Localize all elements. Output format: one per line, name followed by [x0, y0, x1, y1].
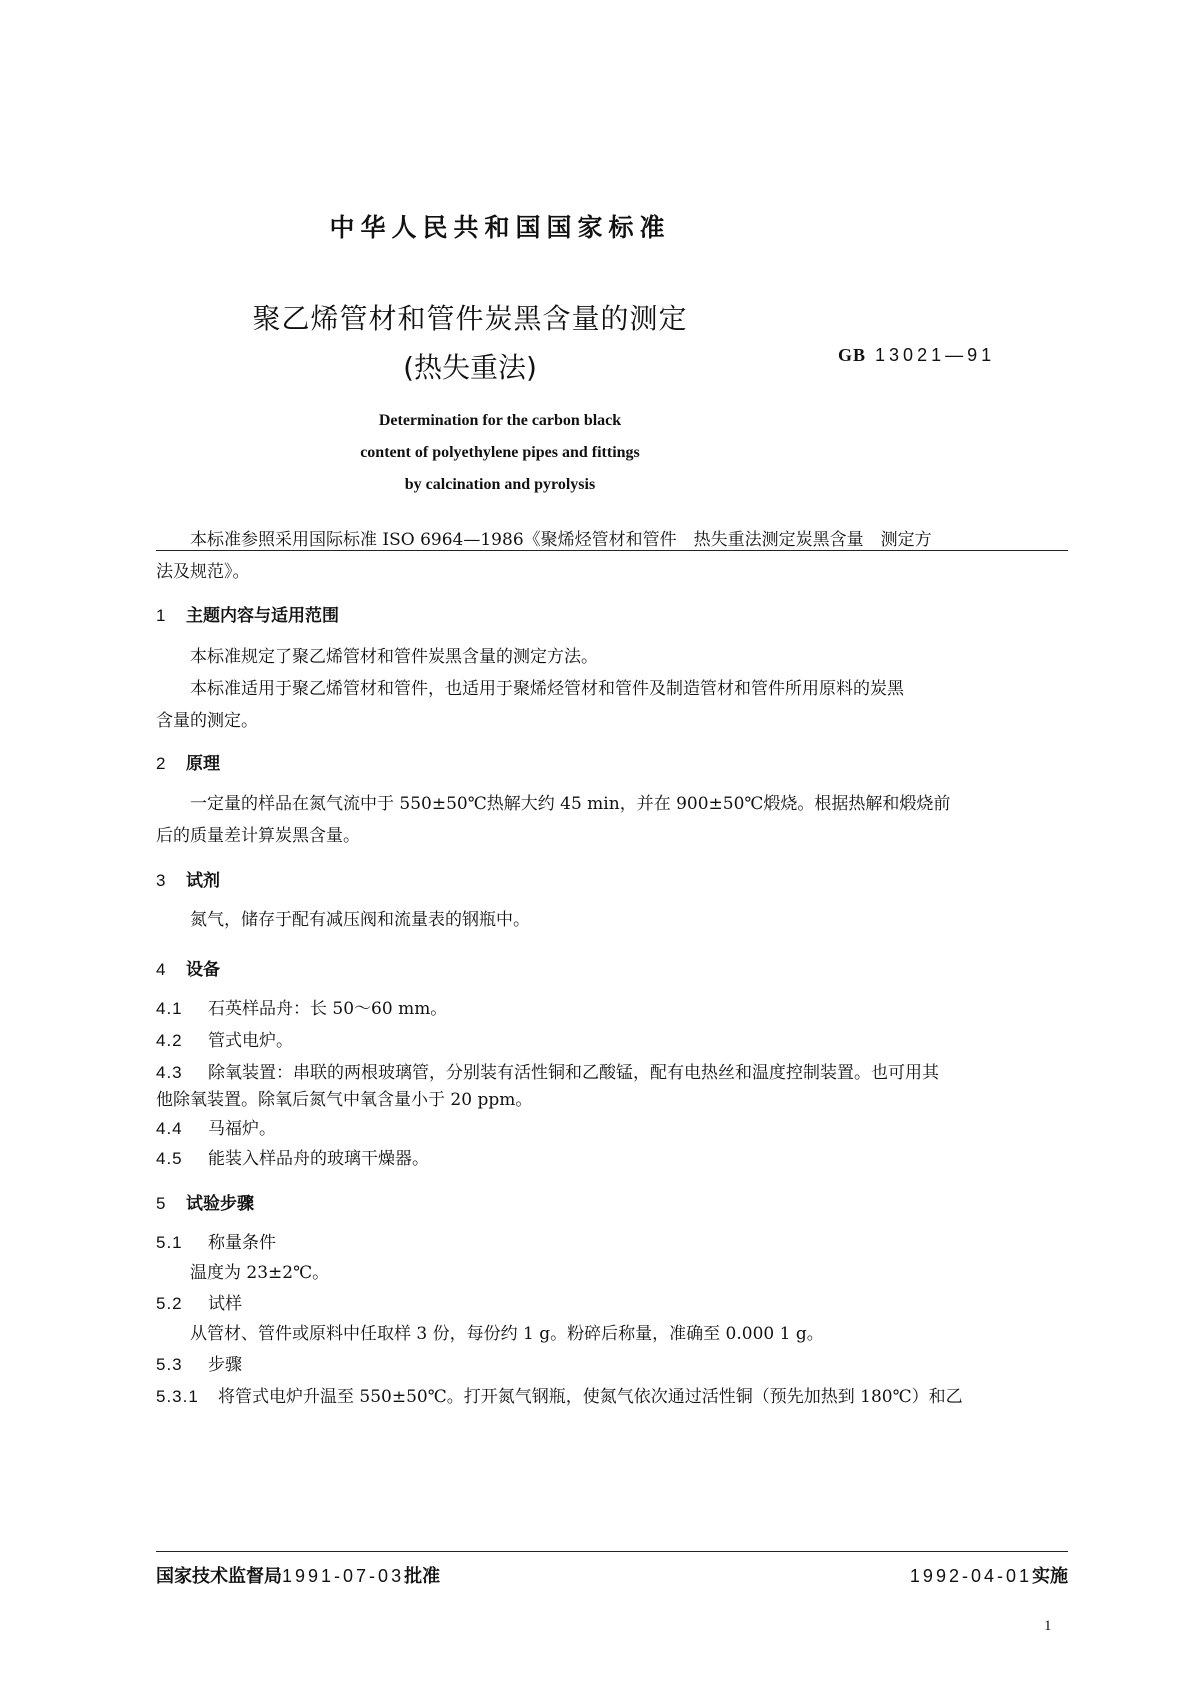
subsection-5-1: [156, 1227, 1068, 1259]
approval-suffix: 批准: [404, 1566, 441, 1587]
paragraph: 本标准规定了聚乙烯管材和管件炭黑含量的测定方法。: [190, 647, 598, 667]
equipment-item: [156, 1025, 1068, 1057]
item-text: 管式电炉。: [208, 1031, 293, 1051]
bottom-divider: [156, 1551, 1068, 1552]
section-title: 主题内容与适用范围: [186, 606, 339, 626]
foreword-line: 本标准参照采用国际标准 ISO 6964—1986《聚烯烃管材和管件 热失重法测定炭黑含量 测定方: [190, 530, 932, 550]
paragraph-line: 含量的测定。: [156, 711, 258, 731]
document-subtitle: (热失重法): [403, 351, 537, 384]
section-2-body: [156, 788, 1068, 852]
item-number: 4.2: [156, 1031, 183, 1050]
section-3-heading: [156, 866, 220, 891]
item-text: 除氧装置：串联的两根玻璃管，分别装有活性铜和乙酸锰，配有电热丝和温度控制装置。也可用其: [208, 1063, 939, 1083]
item-text: 将管式电炉升温至 550±50℃。打开氮气钢瓶，使氮气依次通过活性铜（预先加热到 180℃）和乙: [218, 1387, 963, 1407]
subsection-5-3-1: [156, 1381, 1068, 1413]
item-text: 他除氧装置。除氧后氮气中氧含量小于 20 ppm。: [156, 1090, 533, 1110]
item-text: 称量条件: [208, 1233, 276, 1253]
section-2-heading: [156, 749, 220, 774]
standard-code: 13021—91: [875, 345, 996, 365]
english-title-line: content of polyethylene pipes and fittings: [360, 444, 640, 461]
standard-prefix: GB: [838, 345, 867, 365]
subsection-5-3: [156, 1349, 1068, 1381]
section-4-heading: [156, 955, 220, 980]
paragraph-line: 本标准适用于聚乙烯管材和管件，也适用于聚烯烃管材和管件及制造管材和管件所用原料的炭黑: [190, 679, 904, 699]
english-title-line: by calcination and pyrolysis: [404, 476, 596, 493]
english-title: [200, 405, 800, 501]
national-standard-title: 中华人民共和国国家标准: [329, 213, 671, 242]
subsection-5-2: [156, 1288, 1068, 1320]
section-number: 5: [156, 1194, 166, 1213]
item-text: 马福炉。: [208, 1119, 276, 1139]
section-number: 2: [156, 754, 166, 773]
section-title: 原理: [186, 754, 220, 774]
item-number: 5.3.1: [156, 1387, 199, 1406]
paragraph-line: 后的质量差计算炭黑含量。: [156, 826, 360, 846]
item-text: 步骤: [208, 1355, 242, 1375]
section-number: 3: [156, 871, 166, 890]
item-text: 能装入样品舟的玻璃干燥器。: [208, 1149, 429, 1169]
implementation-line: [910, 1562, 1068, 1588]
section-5-heading: [156, 1189, 254, 1214]
item-number: 5.1: [156, 1233, 183, 1252]
item-text: 试样: [208, 1294, 242, 1314]
equipment-item: [156, 993, 1068, 1025]
standard-number: [838, 345, 995, 366]
item-number: 5.3: [156, 1355, 183, 1374]
section-title: 试验步骤: [186, 1194, 254, 1214]
equipment-item: [156, 1143, 1068, 1175]
section-1-body: [156, 641, 1068, 737]
paragraph-line: 一定量的样品在氮气流中于 550±50℃热解大约 45 min，并在 900±50℃煅烧。根据热解和煅烧前: [190, 794, 951, 814]
item-number: 5.2: [156, 1294, 183, 1313]
section-title: 试剂: [186, 871, 220, 891]
implementation-date: 1992-04-01: [909, 1566, 1032, 1586]
foreword: [156, 524, 1068, 588]
item-number: 4.5: [156, 1149, 183, 1168]
implementation-suffix: 实施: [1032, 1566, 1068, 1587]
subsection-5-1-text: 温度为 23±2℃。: [190, 1263, 330, 1283]
item-text: 石英样品舟：长 50～60 mm。: [208, 999, 448, 1019]
item-number: 4.1: [156, 999, 183, 1018]
approval-date: 1991-07-03: [282, 1566, 405, 1586]
section-number: 4: [156, 960, 166, 979]
section-1-heading: [156, 601, 339, 626]
item-number: 4.4: [156, 1119, 183, 1138]
approval-authority: 国家技术监督局: [156, 1566, 282, 1587]
subsection-5-2-text: 从管材、管件或原料中任取样 3 份，每份约 1 g。粉碎后称量，准确至 0.000 1 g。: [190, 1324, 824, 1344]
english-title-line: Determination for the carbon black: [378, 412, 622, 429]
approval-line: [156, 1562, 440, 1588]
document-title: 聚乙烯管材和管件炭黑含量的测定: [252, 302, 688, 335]
section-3-body: [156, 904, 1068, 936]
equipment-item: [156, 1113, 1068, 1145]
page-number: 1: [1044, 1618, 1052, 1634]
item-number: 4.3: [156, 1063, 183, 1082]
section-number: 1: [156, 606, 166, 625]
equipment-item-continued: [156, 1084, 1068, 1116]
paragraph: 氮气，储存于配有减压阀和流量表的钢瓶中。: [190, 910, 530, 930]
foreword-line: 法及规范》。: [156, 562, 250, 582]
section-title: 设备: [186, 960, 220, 980]
